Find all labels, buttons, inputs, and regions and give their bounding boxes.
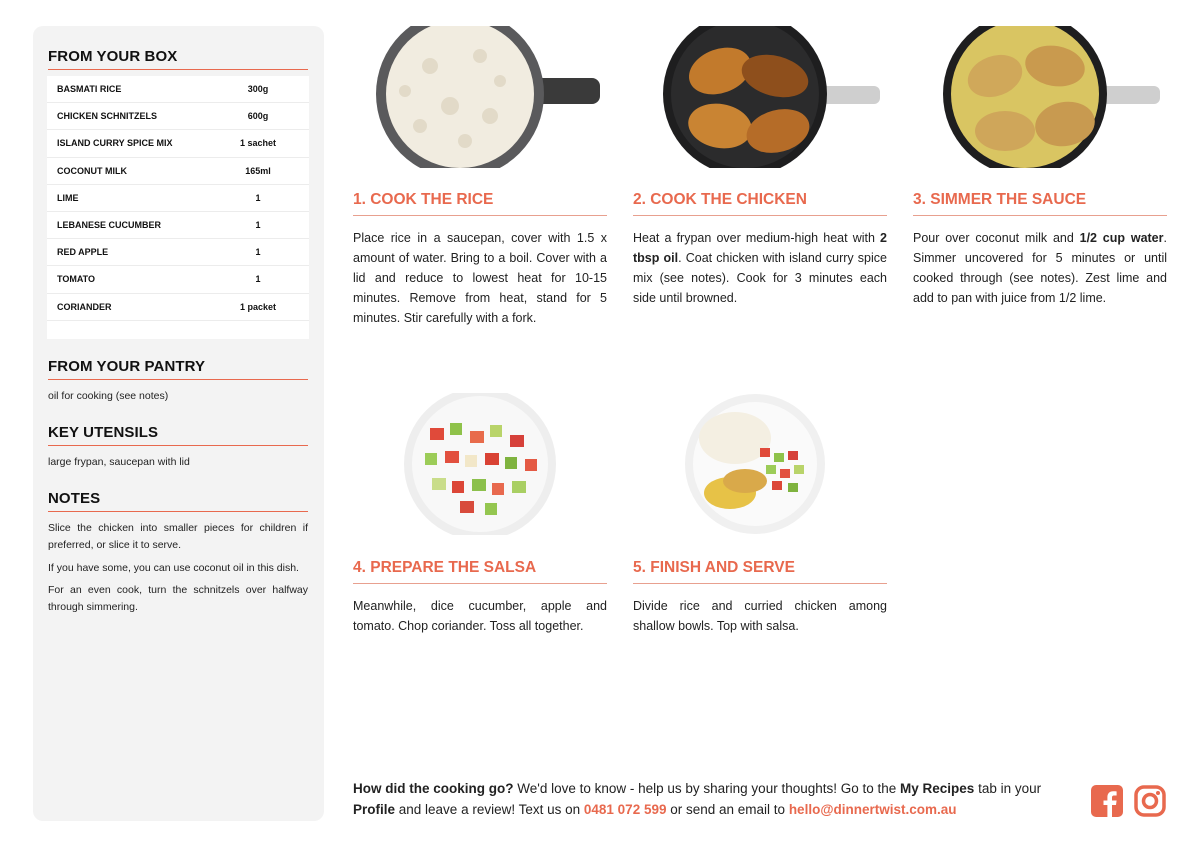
facebook-icon[interactable]	[1091, 785, 1123, 817]
step-5-image	[650, 393, 890, 535]
ingredient-qty: 1 packet	[239, 301, 277, 312]
step-3-title: 3. SIMMER THE SAUCE	[913, 191, 1167, 216]
profile-link[interactable]: Profile	[353, 802, 396, 817]
step-1-title: 1. COOK THE RICE	[353, 191, 607, 216]
table-row	[47, 266, 309, 293]
table-row	[47, 103, 309, 130]
table-row	[47, 130, 309, 157]
from-your-pantry-title: FROM YOUR PANTRY	[48, 358, 308, 380]
table-row	[47, 185, 309, 212]
step-text-part: Heat a frypan over medium-high heat with	[633, 231, 881, 245]
ingredient-name: CHICKEN SCHNITZELS	[57, 111, 158, 122]
ingredient-qty: 1	[255, 274, 261, 285]
table-row	[47, 158, 309, 185]
instagram-icon[interactable]	[1134, 785, 1166, 817]
step-1-image	[370, 26, 610, 168]
step-text-part: Place rice in a saucepan, cover with 1.5 x amount of water. Bring to a boil. Cover with a lid and reduce to lowest heat for 10-15 minutes. Remove from heat, stand for 5 minutes. Stir carefully with a fork.	[353, 231, 607, 325]
footer-text: or send an email to	[666, 802, 789, 817]
key-utensils-title: KEY UTENSILS	[48, 424, 308, 446]
note-item: For an even cook, turn the schnitzels over halfway through simmering.	[48, 584, 308, 614]
from-your-box-title: FROM YOUR BOX	[48, 48, 308, 70]
step-4-image	[370, 393, 610, 535]
ingredient-qty: 165ml	[245, 165, 271, 176]
ingredient-qty: 300g	[247, 84, 269, 95]
step-4-title: 4. PREPARE THE SALSA	[353, 559, 607, 584]
step-text-bold: 2 tbsp oil	[633, 231, 887, 265]
note-item: If you have some, you can use coconut oil in this dish.	[48, 561, 299, 574]
step-2-title: 2. COOK THE CHICKEN	[633, 191, 887, 216]
ingredient-name: TOMATO	[57, 274, 95, 285]
my-recipes-link[interactable]: My Recipes	[900, 781, 975, 796]
step-2-image	[650, 26, 890, 168]
pantry-text: oil for cooking (see notes)	[48, 390, 169, 402]
step-1-text	[353, 228, 607, 328]
ingredient-qty: 600g	[247, 111, 269, 122]
step-text-part: Pour over coconut milk and	[913, 231, 1080, 245]
table-row	[47, 76, 309, 103]
step-text-part: Meanwhile, dice cucumber, apple and tomato. Chop coriander. Toss all together.	[353, 599, 607, 633]
ingredient-name: RED APPLE	[57, 247, 109, 258]
ingredient-qty: 1	[255, 220, 261, 231]
ingredient-name: BASMATI RICE	[57, 84, 122, 95]
footer-text: We'd love to know - help us by sharing your thoughts! Go to the	[513, 781, 901, 796]
step-text-part: . Simmer uncovered for 5 minutes or until cooked through (see notes). Zest lime and add to pan with juice from 1/2 lime.	[913, 231, 1167, 305]
note-item: Slice the chicken into smaller pieces for children if preferred, or slice it to serve.	[48, 522, 308, 551]
ingredient-name: ISLAND CURRY SPICE MIX	[57, 138, 173, 149]
email-link[interactable]: hello@dinnertwist.com.au	[788, 802, 957, 817]
notes-title: NOTES	[48, 490, 308, 512]
phone-link[interactable]: 0481 072 599	[583, 802, 667, 817]
utensils-text: large frypan, saucepan with lid	[48, 456, 190, 468]
footer-text: and leave a review! Text us on	[395, 802, 584, 817]
ingredient-qty: 1	[255, 247, 261, 258]
step-5-title: 5. FINISH AND SERVE	[633, 559, 887, 584]
ingredient-name: LIME	[57, 192, 79, 203]
ingredient-qty: 1 sachet	[239, 138, 277, 149]
table-row	[47, 294, 309, 321]
feedback-footer	[353, 778, 1073, 820]
ingredient-name: COCONUT MILK	[57, 165, 127, 176]
step-3-text	[913, 228, 1167, 308]
step-3-image	[930, 26, 1170, 168]
step-4-text	[353, 596, 607, 636]
footer-question: How did the cooking go?	[353, 781, 514, 796]
table-row	[47, 239, 309, 266]
table-row	[47, 212, 309, 239]
ingredient-name: LEBANESE CUCUMBER	[57, 220, 162, 231]
box-ingredients-table	[47, 76, 309, 339]
ingredient-qty: 1	[255, 192, 261, 203]
step-text-bold: 1/2 cup water	[1079, 231, 1164, 245]
step-5-text	[633, 596, 887, 636]
step-text-part: Divide rice and curried chicken among shallow bowls. Top with salsa.	[633, 599, 887, 633]
notes-list	[48, 520, 308, 622]
footer-text: tab in your	[974, 781, 1042, 796]
ingredient-name: CORIANDER	[57, 301, 112, 312]
step-2-text	[633, 228, 887, 308]
step-text-part: . Coat chicken with island curry spice mix (see notes). Cook for 3 minutes each side until browned.	[633, 251, 887, 305]
ingredients-sidebar	[33, 26, 324, 821]
